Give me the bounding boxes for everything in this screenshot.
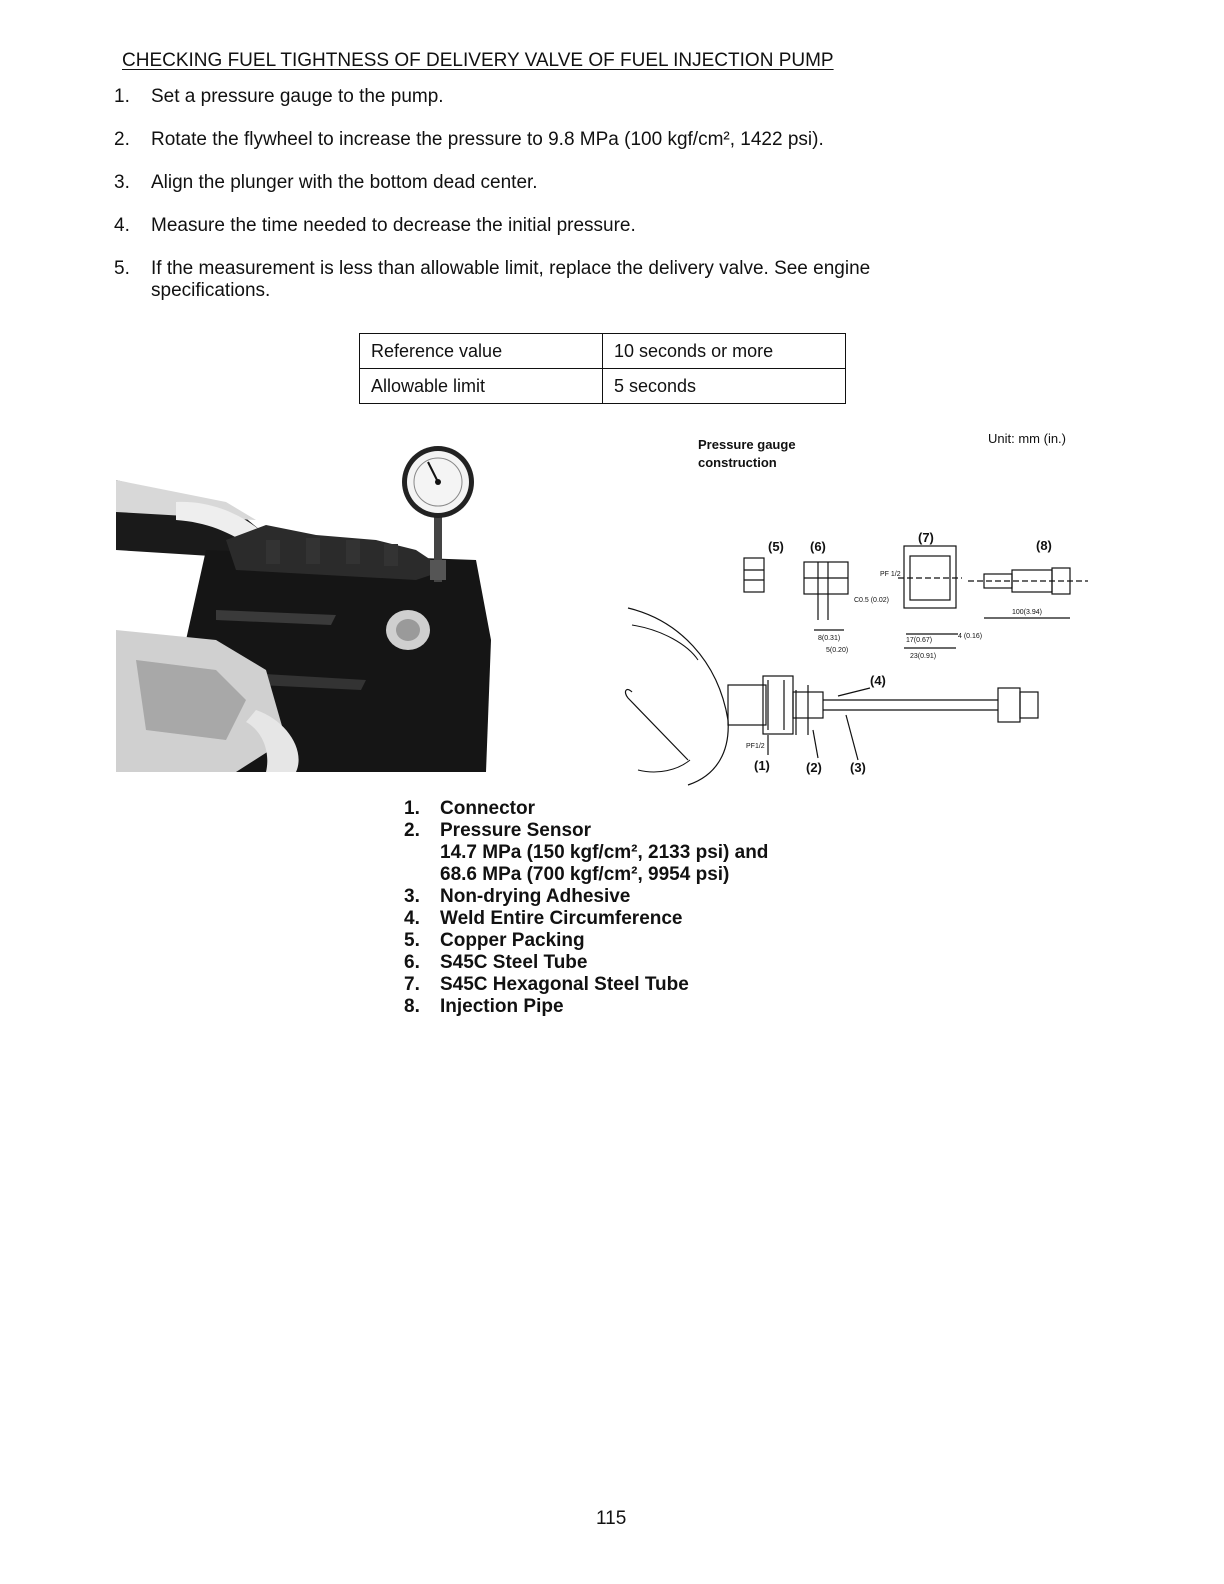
- spec-value: 5 seconds: [603, 369, 846, 404]
- dimension-label: C0.5 (0.02): [854, 597, 890, 604]
- callout-5: (5): [768, 539, 784, 554]
- diagram-title: Pressure gauge construction: [698, 437, 796, 470]
- part-name: Pressure Sensor: [440, 820, 592, 841]
- step-number: 4.: [114, 215, 130, 236]
- callout-1: (1): [754, 758, 770, 773]
- spec-label: Allowable limit: [360, 369, 603, 404]
- list-item: [404, 798, 768, 820]
- step-number: 5.: [114, 258, 130, 279]
- part-name: Connector: [440, 798, 535, 819]
- spec-value: 10 seconds or more: [603, 334, 846, 369]
- part-spec-line: 68.6 MPa (700 kgf/cm², 9954 psi): [440, 864, 730, 885]
- part-name: S45C Hexagonal Steel Tube: [440, 974, 689, 995]
- part-number: 6.: [404, 952, 420, 973]
- part-number: 4.: [404, 908, 420, 929]
- parts-list: [404, 798, 768, 1018]
- procedure-steps: [114, 86, 954, 323]
- part-number: 7.: [404, 974, 420, 995]
- step-item: [114, 172, 954, 194]
- step-number: 2.: [114, 129, 130, 150]
- section-heading: CHECKING FUEL TIGHTNESS OF DELIVERY VALVE OF FUEL INJECTION PUMP: [122, 50, 834, 71]
- step-item: [114, 129, 954, 151]
- dimension-label: 8(0.31): [818, 635, 841, 642]
- list-item: [404, 886, 768, 908]
- callout-3: (3): [850, 760, 866, 775]
- callout-4: (4): [870, 673, 886, 688]
- unit-label: Unit: mm (in.): [988, 431, 1066, 446]
- list-item: [404, 974, 768, 996]
- part-name: Injection Pipe: [440, 996, 564, 1017]
- spec-label: Reference value: [360, 334, 603, 369]
- pump-gauge-photo: [116, 440, 500, 772]
- callout-2: (2): [806, 760, 822, 775]
- part-name: Non-drying Adhesive: [440, 886, 631, 907]
- part-number: 3.: [404, 886, 420, 907]
- dimension-label: 100(3.94): [1012, 609, 1042, 616]
- table-row: [360, 334, 846, 369]
- step-number: 1.: [114, 86, 130, 107]
- callout-7: (7): [918, 530, 934, 545]
- step-text: Rotate the flywheel to increase the pressure to 9.8 MPa (100 kgf/cm², 1422 psi).: [151, 129, 824, 150]
- list-item: [404, 820, 768, 842]
- step-text: If the measurement is less than allowable limit, replace the delivery valve. See engine specifications.: [151, 258, 871, 301]
- list-item: [404, 908, 768, 930]
- dimension-label: 17(0.67): [906, 637, 933, 644]
- list-item: [404, 996, 768, 1018]
- table-row: [360, 369, 846, 404]
- step-item: [114, 258, 954, 302]
- step-text: Measure the time needed to decrease the initial pressure.: [151, 215, 636, 236]
- page-number: 115: [596, 1508, 627, 1529]
- step-text: Align the plunger with the bottom dead center.: [151, 172, 538, 193]
- part-number: 1.: [404, 798, 420, 819]
- part-number: 8.: [404, 996, 420, 1017]
- dimension-label: PF1/2: [746, 743, 765, 750]
- dimension-label: 5(0.20): [826, 647, 849, 654]
- pressure-gauge-diagram: [618, 430, 1100, 790]
- callout-8: (8): [1036, 538, 1052, 553]
- part-number: 5.: [404, 930, 420, 951]
- dimension-label: PF 1/2: [880, 571, 901, 578]
- step-number: 3.: [114, 172, 130, 193]
- list-item: [404, 930, 768, 952]
- step-item: [114, 86, 954, 108]
- dimension-label: 23(0.91): [910, 653, 937, 660]
- part-spec-line: 14.7 MPa (150 kgf/cm², 2133 psi) and: [440, 842, 769, 863]
- step-text: Set a pressure gauge to the pump.: [151, 86, 444, 107]
- list-item: [404, 952, 768, 974]
- part-name: Weld Entire Circumference: [440, 908, 683, 929]
- dimension-label: 4 (0.16): [958, 633, 983, 640]
- spec-table: [359, 333, 846, 404]
- part-name: Copper Packing: [440, 930, 585, 951]
- callout-6: (6): [810, 539, 826, 554]
- step-item: [114, 215, 954, 237]
- part-name: S45C Steel Tube: [440, 952, 588, 973]
- part-number: 2.: [404, 820, 420, 841]
